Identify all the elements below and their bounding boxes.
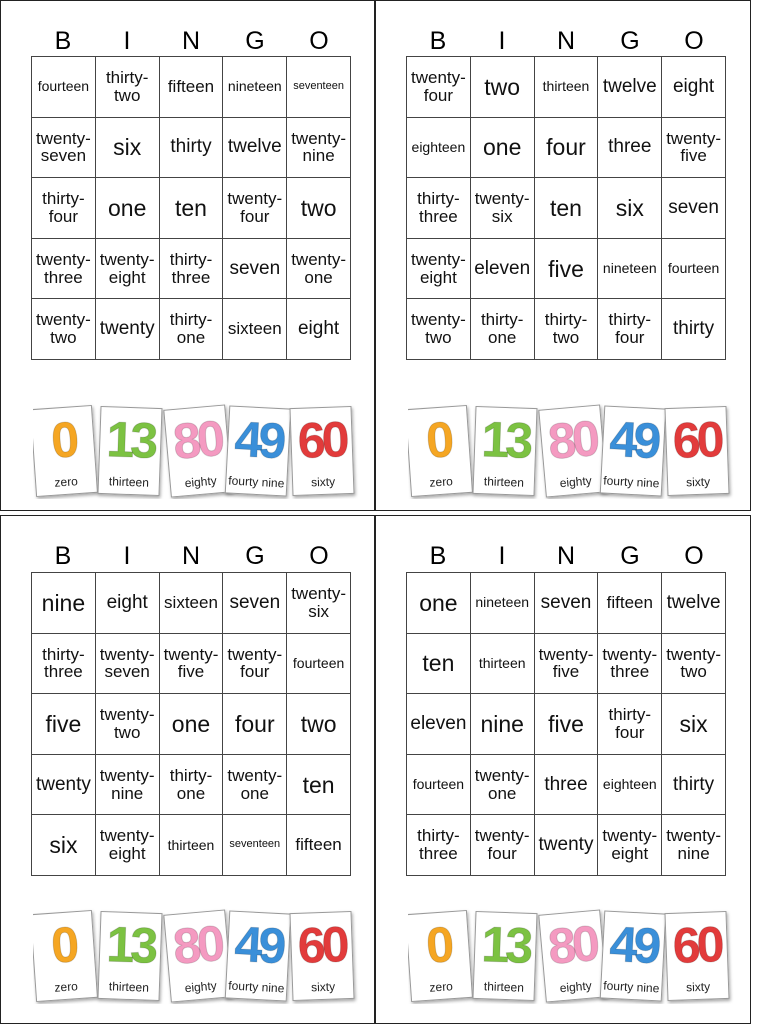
number-card	[600, 910, 667, 1001]
header-letter: G	[620, 27, 640, 55]
bingo-cell[interactable]: thirty-four	[598, 694, 662, 755]
bingo-cell[interactable]: fourteen	[662, 239, 726, 300]
header-letter: B	[54, 27, 72, 55]
bingo-grid	[31, 56, 351, 360]
bingo-cell[interactable]: thirty-two	[96, 57, 160, 118]
bingo-cell[interactable]: nineteen	[471, 573, 535, 634]
bingo-cell[interactable]: twenty-four	[471, 815, 535, 876]
number-card-digits: 49	[608, 915, 659, 975]
number-card-digits: 60	[671, 916, 722, 974]
number-card-digits: 80	[170, 915, 224, 976]
bingo-cell[interactable]: five	[32, 694, 96, 755]
number-card-word: eighty	[559, 978, 593, 996]
bingo-cell[interactable]: twenty-five	[535, 634, 599, 695]
number-card-word: zero	[429, 979, 454, 995]
number-card-word: sixty	[685, 979, 711, 995]
bingo-cell[interactable]: twelve	[662, 573, 726, 634]
number-card-digits: 0	[424, 411, 453, 469]
bingo-header	[406, 542, 726, 570]
bingo-cell[interactable]: thirty-three	[32, 634, 96, 695]
bingo-grid	[406, 572, 726, 876]
bingo-cell[interactable]: thirty-one	[160, 755, 224, 816]
bingo-cell[interactable]: fourteen	[32, 57, 96, 118]
number-card	[408, 405, 473, 497]
number-card-word: sixty	[310, 474, 336, 490]
bingo-cell[interactable]: thirteen	[535, 57, 599, 118]
bingo-cell[interactable]: four	[535, 118, 599, 179]
bingo-cell[interactable]: sixteen	[160, 573, 224, 634]
number-card-digits: 49	[233, 915, 284, 975]
bingo-cell[interactable]: twenty-nine	[96, 755, 160, 816]
bingo-cell[interactable]: twenty-nine	[662, 815, 726, 876]
header-letter: B	[54, 542, 72, 570]
number-cards-strip	[408, 403, 738, 499]
number-card-digits: 60	[671, 411, 722, 469]
bingo-cell[interactable]: three	[598, 118, 662, 179]
number-card-word: fourty nine	[603, 473, 660, 491]
number-card-word: fourty nine	[603, 978, 660, 996]
bingo-cell[interactable]: sixteen	[223, 299, 287, 360]
bingo-cell[interactable]: thirty-four	[32, 178, 96, 239]
number-card-digits: 80	[170, 410, 224, 471]
header-letter: N	[556, 27, 576, 55]
bingo-cell[interactable]: twelve	[223, 118, 287, 179]
number-card-digits: 0	[49, 916, 78, 974]
number-cards-strip	[33, 908, 363, 1004]
bingo-cell[interactable]: four	[223, 694, 287, 755]
header-letter: B	[429, 27, 447, 55]
number-card-word: eighty	[559, 473, 593, 491]
bingo-cell[interactable]: two	[287, 178, 351, 239]
bingo-cell[interactable]: twenty-nine	[287, 118, 351, 179]
bingo-cell[interactable]: thirty	[662, 755, 726, 816]
bingo-cell[interactable]: nine	[471, 694, 535, 755]
bingo-cell[interactable]: one	[96, 178, 160, 239]
bingo-header	[31, 542, 351, 570]
bingo-card-3	[0, 515, 375, 1024]
number-card-word: eighty	[184, 473, 218, 491]
number-card-word: zero	[54, 474, 79, 490]
number-card-digits: 13	[480, 411, 531, 469]
header-letter: G	[245, 542, 265, 570]
number-card	[97, 406, 162, 496]
header-letter: O	[309, 542, 329, 570]
bingo-cell[interactable]: twenty-eight	[96, 239, 160, 300]
number-card-word: sixty	[685, 474, 711, 490]
number-card-word: thirteen	[108, 979, 150, 995]
bingo-card-4	[375, 515, 751, 1024]
bingo-cell[interactable]: twenty-five	[160, 634, 224, 695]
bingo-cell[interactable]: twenty-seven	[96, 634, 160, 695]
number-card-digits: 13	[480, 916, 531, 974]
bingo-cell[interactable]: six	[662, 694, 726, 755]
bingo-cell[interactable]: thirteen	[160, 815, 224, 876]
bingo-cell[interactable]: ten	[160, 178, 224, 239]
bingo-cell[interactable]: eight	[96, 573, 160, 634]
number-cards-strip	[408, 908, 738, 1004]
number-card-word: zero	[429, 474, 454, 490]
header-letter: I	[123, 27, 131, 55]
bingo-cell[interactable]: eleven	[471, 239, 535, 300]
bingo-grid	[406, 56, 726, 360]
bingo-cell[interactable]: twenty-one	[287, 239, 351, 300]
number-card	[472, 406, 537, 496]
header-letter: N	[556, 542, 576, 570]
number-card	[225, 910, 292, 1001]
number-card-digits: 13	[105, 916, 156, 974]
number-card-word: thirteen	[483, 979, 525, 995]
number-card	[664, 911, 729, 1001]
bingo-cell[interactable]: six	[96, 118, 160, 179]
number-card-word: fourty nine	[228, 473, 285, 491]
bingo-cell[interactable]: six	[598, 178, 662, 239]
number-card	[538, 404, 607, 497]
number-card	[600, 405, 667, 496]
number-card-word: zero	[54, 979, 79, 995]
bingo-cell[interactable]: twenty-four	[223, 178, 287, 239]
number-card-word: fourty nine	[228, 978, 285, 996]
number-card-word: thirteen	[108, 474, 150, 490]
bingo-cell[interactable]: twenty-three	[32, 239, 96, 300]
header-letter: O	[309, 27, 329, 55]
bingo-cell[interactable]: thirty-one	[160, 299, 224, 360]
bingo-cell[interactable]: seventeen	[223, 815, 287, 876]
bingo-header	[31, 27, 351, 55]
bingo-cell[interactable]: thirty-three	[407, 815, 471, 876]
number-card	[97, 911, 162, 1001]
bingo-cell[interactable]: eighteen	[598, 755, 662, 816]
bingo-cell[interactable]: seven	[535, 573, 599, 634]
bingo-cell[interactable]: five	[535, 239, 599, 300]
number-card-digits: 0	[424, 916, 453, 974]
bingo-cell[interactable]: twenty	[535, 815, 599, 876]
number-card-digits: 80	[545, 915, 599, 976]
bingo-cell[interactable]: twenty-five	[662, 118, 726, 179]
number-card	[538, 909, 607, 1002]
bingo-cell[interactable]: twenty	[96, 299, 160, 360]
header-letter: I	[123, 542, 131, 570]
bingo-cell[interactable]: thirty	[662, 299, 726, 360]
bingo-header	[406, 27, 726, 55]
bingo-cell[interactable]: twenty-two	[662, 634, 726, 695]
number-card-digits: 49	[233, 410, 284, 470]
number-card	[408, 910, 473, 1002]
bingo-cell[interactable]: nineteen	[598, 239, 662, 300]
bingo-cell[interactable]: thirteen	[471, 634, 535, 695]
header-letter: O	[684, 542, 704, 570]
number-card-word: sixty	[310, 979, 336, 995]
bingo-cell[interactable]: seventeen	[287, 57, 351, 118]
header-letter: N	[181, 27, 201, 55]
header-letter: N	[181, 542, 201, 570]
bingo-cell[interactable]: twenty-two	[96, 694, 160, 755]
bingo-cell[interactable]: twelve	[598, 57, 662, 118]
bingo-cell[interactable]: twenty-six	[287, 573, 351, 634]
bingo-cell[interactable]: ten	[407, 634, 471, 695]
bingo-cell[interactable]: twenty-eight	[598, 815, 662, 876]
number-card-digits: 13	[105, 411, 156, 469]
bingo-cell[interactable]: thirty-four	[598, 299, 662, 360]
bingo-cell[interactable]: seven	[223, 573, 287, 634]
bingo-cell[interactable]: seven	[223, 239, 287, 300]
bingo-cell[interactable]: one	[471, 118, 535, 179]
header-letter: I	[498, 542, 506, 570]
bingo-cell[interactable]: thirty-three	[407, 178, 471, 239]
number-card	[472, 911, 537, 1001]
number-card-word: eighty	[184, 978, 218, 996]
bingo-cell[interactable]: twenty-two	[407, 299, 471, 360]
number-card-word: thirteen	[483, 474, 525, 490]
number-card	[163, 909, 232, 1002]
bingo-cell[interactable]: thirty-three	[160, 239, 224, 300]
bingo-cell[interactable]: twenty-one	[471, 755, 535, 816]
bingo-cell[interactable]: one	[407, 573, 471, 634]
bingo-cell[interactable]: nineteen	[223, 57, 287, 118]
bingo-cell[interactable]: twenty-six	[471, 178, 535, 239]
bingo-cell[interactable]: fifteen	[287, 815, 351, 876]
bingo-cell[interactable]: twenty-one	[223, 755, 287, 816]
bingo-cell[interactable]: twenty-two	[32, 299, 96, 360]
bingo-cell[interactable]: eight	[662, 57, 726, 118]
number-card	[225, 405, 292, 496]
bingo-cell[interactable]: twenty-eight	[407, 239, 471, 300]
number-card	[33, 405, 98, 497]
bingo-cell[interactable]: three	[535, 755, 599, 816]
bingo-cell[interactable]: six	[32, 815, 96, 876]
header-letter: B	[429, 542, 447, 570]
bingo-cell[interactable]: twenty	[32, 755, 96, 816]
bingo-cell[interactable]: fourteen	[407, 755, 471, 816]
bingo-cell[interactable]: twenty-four	[223, 634, 287, 695]
bingo-cell[interactable]: fifteen	[598, 573, 662, 634]
header-letter: G	[620, 542, 640, 570]
bingo-card-1	[0, 0, 375, 511]
number-card-digits: 80	[545, 410, 599, 471]
bingo-cell[interactable]: fifteen	[160, 57, 224, 118]
bingo-cell[interactable]: ten	[535, 178, 599, 239]
bingo-cell[interactable]: twenty-eight	[96, 815, 160, 876]
number-card-digits: 60	[296, 916, 347, 974]
bingo-cell[interactable]: two	[287, 694, 351, 755]
number-card	[664, 406, 729, 496]
number-card-digits: 0	[49, 411, 78, 469]
bingo-cell[interactable]: one	[160, 694, 224, 755]
bingo-grid	[31, 572, 351, 876]
number-card	[289, 911, 354, 1001]
number-card-digits: 49	[608, 410, 659, 470]
bingo-cell[interactable]: twenty-seven	[32, 118, 96, 179]
bingo-cell[interactable]: thirty-one	[471, 299, 535, 360]
number-card	[33, 910, 98, 1002]
bingo-cell[interactable]: twenty-four	[407, 57, 471, 118]
bingo-cell[interactable]: eight	[287, 299, 351, 360]
bingo-cell[interactable]: five	[535, 694, 599, 755]
bingo-cell[interactable]: eighteen	[407, 118, 471, 179]
number-card	[163, 404, 232, 497]
bingo-cell[interactable]: twenty-three	[598, 634, 662, 695]
bingo-cell[interactable]: thirty-two	[535, 299, 599, 360]
bingo-cell[interactable]: nine	[32, 573, 96, 634]
bingo-cell[interactable]: two	[471, 57, 535, 118]
bingo-cell[interactable]: ten	[287, 755, 351, 816]
number-cards-strip	[33, 403, 363, 499]
bingo-cell[interactable]: eleven	[407, 694, 471, 755]
bingo-card-2	[375, 0, 751, 511]
header-letter: I	[498, 27, 506, 55]
number-card-digits: 60	[296, 411, 347, 469]
number-card	[289, 406, 354, 496]
bingo-cell[interactable]: thirty	[160, 118, 224, 179]
bingo-cell[interactable]: seven	[662, 178, 726, 239]
bingo-cell[interactable]: fourteen	[287, 634, 351, 695]
header-letter: O	[684, 27, 704, 55]
header-letter: G	[245, 27, 265, 55]
